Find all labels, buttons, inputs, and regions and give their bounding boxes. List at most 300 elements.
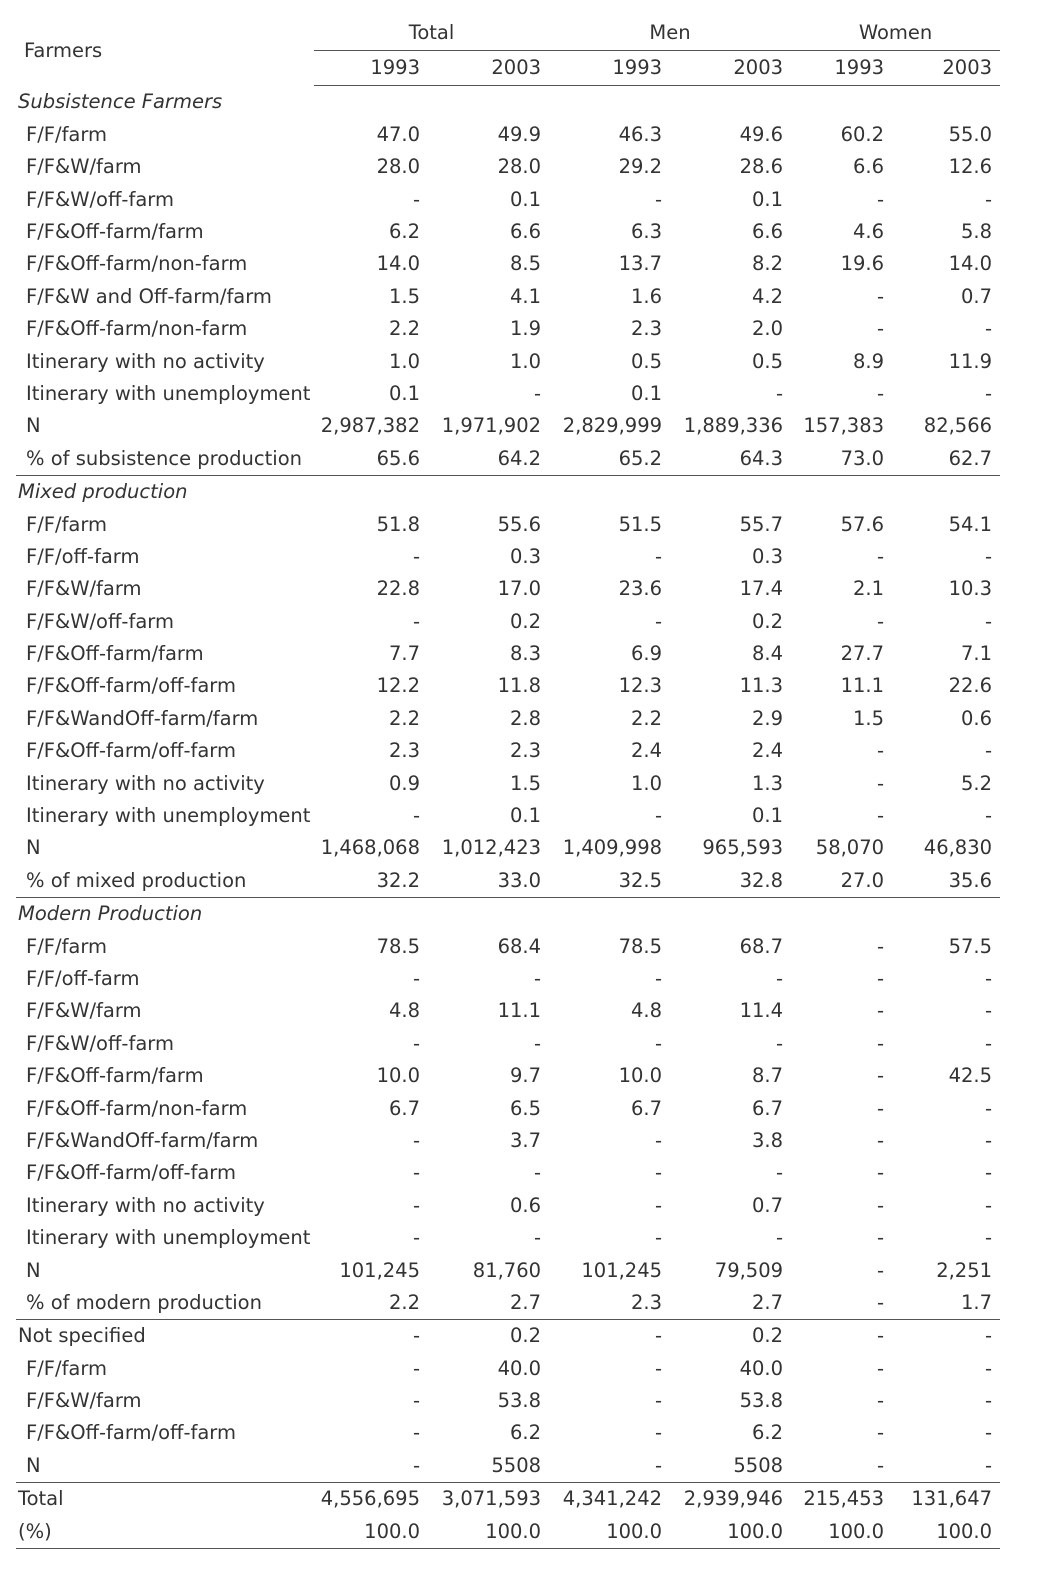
- table-cell: 46.3: [618, 122, 663, 146]
- table-row: [16, 1352, 1000, 1384]
- table-cell: 55.0: [948, 122, 993, 146]
- table-row: [16, 508, 1000, 540]
- table-cell: 2.1: [853, 577, 885, 601]
- header-year: 2003: [428, 51, 549, 86]
- table-cell: 0.1: [510, 804, 542, 828]
- row-label: F/F&W/farm: [26, 1389, 142, 1413]
- table-cell: [670, 897, 791, 930]
- table-cell: 100.0: [314, 1515, 428, 1548]
- table-cell: -: [654, 1453, 663, 1477]
- table-cell: 2.3: [388, 739, 420, 763]
- table-cell: 78.5: [376, 934, 420, 958]
- table-cell: 22.6: [948, 674, 993, 698]
- table-cell: 65.6: [376, 446, 420, 470]
- table-cell: 28.0: [497, 155, 542, 179]
- table-row: [16, 995, 1000, 1027]
- table-cell: -: [984, 1161, 993, 1185]
- table-cell: 7.7: [388, 642, 420, 666]
- table-cell: -: [791, 1319, 892, 1352]
- table-cell: 23.6: [618, 577, 663, 601]
- row-label: N: [26, 1453, 41, 1477]
- table-cell: 13.7: [618, 252, 663, 276]
- row-label: N: [26, 414, 41, 438]
- table-cell: -: [412, 804, 420, 828]
- table-cell: 2.2: [388, 706, 420, 730]
- table-cell: 6.2: [388, 220, 420, 243]
- table-cell: -: [876, 609, 885, 633]
- table-cell: -: [314, 1319, 428, 1352]
- table-cell: 81,760: [472, 1258, 542, 1282]
- table-cell: [892, 475, 1000, 508]
- table-cell: 6.6: [853, 155, 885, 179]
- row-label: F/F&WandOff-farm/farm: [26, 1128, 259, 1152]
- table-cell: -: [533, 381, 542, 405]
- table-cell: -: [412, 609, 420, 633]
- table-cell: 47.0: [376, 122, 420, 146]
- table-cell: 60.2: [840, 122, 885, 146]
- table-cell: -: [876, 804, 885, 828]
- table-cell: -: [984, 966, 993, 990]
- table-cell: 2.2: [388, 317, 420, 341]
- table-cell: -: [984, 1453, 993, 1477]
- row-label: F/F&Off-farm/non-farm: [26, 252, 248, 276]
- table-row: [16, 216, 1000, 248]
- table-row: [16, 963, 1000, 995]
- table-cell: 8.2: [752, 252, 784, 276]
- table-cell: 0.5: [631, 349, 663, 373]
- table-cell: 32.2: [376, 868, 420, 892]
- table-body: [16, 86, 1000, 1549]
- table-cell: 4.6: [853, 220, 885, 243]
- table-cell: -: [533, 966, 542, 990]
- table-cell: 42.5: [948, 1064, 993, 1088]
- table-cell: [314, 897, 428, 930]
- table-cell: 6.7: [752, 1096, 784, 1120]
- table-cell: [670, 86, 791, 119]
- table-cell: -: [775, 1226, 784, 1250]
- row-label: Itinerary with no activity: [26, 349, 265, 373]
- table-cell: 19.6: [840, 252, 885, 276]
- header-year: 1993: [549, 51, 670, 86]
- table-cell: 6.7: [631, 1096, 663, 1120]
- table-row: [16, 248, 1000, 280]
- table-cell: 33.0: [497, 868, 542, 892]
- row-label: F/F&Off-farm/farm: [26, 1064, 204, 1088]
- table-cell: 0.2: [752, 609, 784, 633]
- table-cell: 1.5: [510, 771, 542, 795]
- row-label: N: [26, 1258, 41, 1282]
- row-label: % of modern production: [26, 1290, 262, 1314]
- table-cell: [428, 897, 549, 930]
- section-label: Mixed production: [16, 475, 314, 508]
- table-cell: 51.5: [618, 512, 663, 536]
- table-row: [16, 1189, 1000, 1221]
- table-cell: 0.9: [388, 771, 420, 795]
- table-row: [16, 1254, 1000, 1286]
- table-cell: 0.1: [631, 381, 663, 405]
- table-cell: 32.5: [618, 868, 663, 892]
- table-cell: 0.6: [510, 1193, 542, 1217]
- table-cell: 0.2: [510, 609, 542, 633]
- table-row: [16, 1482, 1000, 1515]
- row-label: F/F&Off-farm/farm: [26, 220, 204, 243]
- table-cell: 2,939,946: [670, 1482, 791, 1515]
- table-cell: 6.2: [752, 1421, 784, 1445]
- table-cell: -: [533, 1161, 542, 1185]
- header-group-women: Women: [791, 16, 1000, 51]
- table-cell: 4.1: [510, 284, 542, 308]
- header-farmers: Farmers: [24, 39, 103, 62]
- table-cell: [549, 86, 670, 119]
- table-row: [16, 605, 1000, 637]
- row-label: F/F/off-farm: [26, 544, 140, 568]
- table-cell: 8.3: [510, 642, 542, 666]
- table-cell: 1.5: [853, 706, 885, 730]
- table-cell: -: [876, 739, 885, 763]
- table-cell: -: [775, 1031, 784, 1055]
- table-cell: 2,251: [936, 1258, 993, 1282]
- table-cell: 4.8: [388, 999, 420, 1023]
- table-cell: 1.7: [961, 1290, 993, 1314]
- table-cell: -: [984, 381, 993, 405]
- table-cell: -: [984, 1356, 993, 1380]
- table-cell: [670, 475, 791, 508]
- row-label: Itinerary with no activity: [26, 1193, 265, 1217]
- row-label: F/F/farm: [26, 934, 108, 958]
- table-cell: 0.1: [752, 804, 784, 828]
- table-cell: 5508: [733, 1453, 784, 1477]
- table-cell: 68.7: [739, 934, 784, 958]
- table-cell: -: [533, 1226, 542, 1250]
- header-group-men: Men: [549, 16, 791, 51]
- table-cell: 79,509: [714, 1258, 784, 1282]
- table-cell: -: [876, 1389, 885, 1413]
- table-cell: [428, 86, 549, 119]
- table-row: [16, 183, 1000, 215]
- table-row: [16, 832, 1000, 864]
- row-label: F/F&W/off-farm: [26, 187, 174, 211]
- table-cell: 100.0: [549, 1515, 670, 1548]
- table-cell: -: [984, 804, 993, 828]
- table-cell: 6.9: [631, 642, 663, 666]
- table-cell: 2.3: [510, 739, 542, 763]
- row-label: F/F&WandOff-farm/farm: [26, 706, 259, 730]
- table-cell: -: [654, 1421, 663, 1445]
- table-cell: -: [412, 1226, 420, 1250]
- table-cell: 8.5: [510, 252, 542, 276]
- table-cell: 12.3: [618, 674, 663, 698]
- table-cell: 28.0: [376, 155, 420, 179]
- table-cell: 7.1: [961, 642, 993, 666]
- table-cell: 65.2: [618, 446, 663, 470]
- table-cell: 2.0: [752, 317, 784, 341]
- table-cell: 0.3: [752, 544, 784, 568]
- table-cell: 11.9: [948, 349, 993, 373]
- table-row: [16, 1027, 1000, 1059]
- table-cell: 6.6: [752, 220, 784, 243]
- table-cell: 49.6: [739, 122, 784, 146]
- table-cell: 0.6: [961, 706, 993, 730]
- table-cell: -: [775, 381, 784, 405]
- table-cell: 11.8: [497, 674, 542, 698]
- table-cell: 2.9: [752, 706, 784, 730]
- table-cell: 49.9: [497, 122, 542, 146]
- table-cell: -: [654, 1161, 663, 1185]
- table-cell: [892, 86, 1000, 119]
- header-row-groups: [16, 16, 1000, 51]
- table-cell: 2.4: [752, 739, 784, 763]
- table-row: [16, 345, 1000, 377]
- table-cell: -: [876, 1128, 885, 1152]
- table-row: [16, 702, 1000, 734]
- table-cell: 1,409,998: [562, 836, 663, 860]
- table-cell: -: [984, 544, 993, 568]
- table-cell: 68.4: [497, 934, 542, 958]
- table-cell: -: [654, 544, 663, 568]
- row-label: F/F/off-farm: [26, 966, 140, 990]
- table-cell: 53.8: [497, 1389, 542, 1413]
- table-cell: 40.0: [739, 1356, 784, 1380]
- table-cell: 78.5: [618, 934, 663, 958]
- table-cell: 5508: [491, 1453, 542, 1477]
- row-label: F/F/farm: [26, 1356, 108, 1380]
- table-cell: 82,566: [923, 414, 993, 438]
- table-cell: 29.2: [618, 155, 663, 179]
- table-cell: [314, 475, 428, 508]
- table-cell: 5.8: [961, 220, 993, 243]
- table-cell: 57.6: [840, 512, 885, 536]
- table-cell: 157,383: [803, 414, 885, 438]
- table-row: [16, 800, 1000, 832]
- table-cell: -: [876, 1226, 885, 1250]
- row-label: % of mixed production: [26, 868, 247, 892]
- table-cell: 6.7: [388, 1096, 420, 1120]
- section-label: Subsistence Farmers: [18, 90, 223, 114]
- header-year: 1993: [791, 51, 892, 86]
- table-cell: -: [654, 1128, 663, 1152]
- table-row: [16, 410, 1000, 442]
- row-label: N: [26, 836, 41, 860]
- table-cell: -: [654, 1031, 663, 1055]
- table-cell: -: [984, 1096, 993, 1120]
- row-label: Itinerary with no activity: [26, 771, 265, 795]
- table-row: [16, 1385, 1000, 1417]
- table-row: [16, 540, 1000, 572]
- table-cell: 2.7: [752, 1290, 784, 1314]
- table-cell: 0.1: [510, 187, 542, 211]
- table-row: [16, 864, 1000, 897]
- table-cell: -: [654, 804, 663, 828]
- table-cell: 46,830: [923, 836, 993, 860]
- table-cell: -: [876, 1031, 885, 1055]
- table-row: [16, 280, 1000, 312]
- table-cell: -: [984, 1421, 993, 1445]
- table-cell: 40.0: [497, 1356, 542, 1380]
- table-cell: 100.0: [428, 1515, 549, 1548]
- row-label: F/F&Off-farm/off-farm: [26, 1421, 236, 1445]
- section-label: Modern Production: [16, 897, 314, 930]
- header-year: 2003: [670, 51, 791, 86]
- table-cell: -: [775, 1161, 784, 1185]
- table-cell: 4,556,695: [314, 1482, 428, 1515]
- table-cell: 64.3: [739, 446, 784, 470]
- table-cell: -: [984, 317, 993, 341]
- table-cell: 12.2: [376, 674, 420, 698]
- table-cell: -: [876, 999, 885, 1023]
- table-cell: 1.0: [510, 349, 542, 373]
- table-cell: -: [876, 1258, 885, 1282]
- table-row: [16, 1286, 1000, 1319]
- table-cell: 55.7: [739, 512, 784, 536]
- table-cell: 27.7: [840, 642, 885, 666]
- table-cell: 6.3: [631, 220, 663, 243]
- table-row: [16, 573, 1000, 605]
- table-cell: 54.1: [948, 512, 993, 536]
- table-cell: -: [984, 1389, 993, 1413]
- table-cell: 11.1: [840, 674, 885, 698]
- table-cell: 0.1: [388, 381, 420, 405]
- table-cell: -: [549, 1319, 670, 1352]
- table-cell: -: [533, 1031, 542, 1055]
- table-cell: -: [876, 284, 885, 308]
- table-cell: -: [876, 381, 885, 405]
- table-cell: 4.8: [631, 999, 663, 1023]
- table-cell: 100.0: [791, 1515, 892, 1548]
- table-cell: 101,245: [581, 1258, 663, 1282]
- table-cell: 2.7: [510, 1290, 542, 1314]
- table-cell: 10.0: [618, 1064, 663, 1088]
- table-cell: 6.2: [510, 1421, 542, 1445]
- table-cell: -: [654, 187, 663, 211]
- table-cell: 11.1: [497, 999, 542, 1023]
- header-year: 2003: [892, 51, 1000, 86]
- table-cell: [791, 86, 892, 119]
- table-cell: 12.6: [948, 155, 993, 179]
- table-cell: -: [654, 1356, 663, 1380]
- table-cell: 14.0: [376, 252, 420, 276]
- table-cell: [428, 475, 549, 508]
- table-row: [16, 1515, 1000, 1548]
- table-cell: -: [876, 317, 885, 341]
- table-cell: -: [412, 1193, 420, 1217]
- row-label: F/F&Off-farm/off-farm: [26, 674, 236, 698]
- table-cell: -: [412, 1389, 420, 1413]
- table-cell: 1.9: [510, 317, 542, 341]
- table-cell: 32.8: [739, 868, 784, 892]
- table-cell: 17.0: [497, 577, 542, 601]
- table-cell: 28.6: [739, 155, 784, 179]
- table-row: [16, 151, 1000, 183]
- table-cell: 3.7: [510, 1128, 542, 1152]
- table-cell: 10.3: [948, 577, 993, 601]
- table-cell: 2.2: [388, 1290, 420, 1314]
- table-row: [16, 735, 1000, 767]
- table-cell: 2,987,382: [320, 414, 420, 438]
- table-cell: -: [876, 1290, 885, 1314]
- table-cell: -: [876, 1161, 885, 1185]
- table-cell: 215,453: [791, 1482, 892, 1515]
- table-cell: 101,245: [339, 1258, 420, 1282]
- table-cell: 965,593: [702, 836, 784, 860]
- table-row: [16, 1417, 1000, 1449]
- table-row: [16, 1092, 1000, 1124]
- table-cell: 3,071,593: [428, 1482, 549, 1515]
- table-cell: -: [984, 739, 993, 763]
- table-cell: [892, 897, 1000, 930]
- table-cell: 3.8: [752, 1128, 784, 1152]
- table-cell: 1.6: [631, 284, 663, 308]
- table-cell: 11.3: [739, 674, 784, 698]
- table-cell: [549, 475, 670, 508]
- table-cell: 6.6: [510, 220, 542, 243]
- row-label: F/F&W/off-farm: [26, 609, 174, 633]
- table-cell: -: [876, 1096, 885, 1120]
- row-label: F/F&W/farm: [26, 577, 142, 601]
- table-cell: 10.0: [376, 1064, 420, 1088]
- table-cell: 0.2: [428, 1319, 549, 1352]
- table-cell: -: [412, 1453, 420, 1477]
- table-cell: -: [775, 966, 784, 990]
- row-label: F/F&Off-farm/off-farm: [26, 1161, 236, 1185]
- table-cell: 100.0: [892, 1515, 1000, 1548]
- table-row: [16, 638, 1000, 670]
- row-label: F/F/farm: [26, 512, 108, 536]
- row-label: Itinerary with unemployment: [26, 804, 311, 828]
- table-row: [16, 1222, 1000, 1254]
- table-row: [16, 1449, 1000, 1482]
- table-cell: 6.5: [510, 1096, 542, 1120]
- table-cell: 1,971,902: [441, 414, 542, 438]
- table-cell: -: [412, 544, 420, 568]
- table-cell: 2.3: [631, 1290, 663, 1314]
- row-label: Not specified: [16, 1319, 314, 1352]
- table-row: [16, 670, 1000, 702]
- section-header-row: [16, 86, 1000, 119]
- table-cell: -: [654, 1193, 663, 1217]
- table-cell: 4.2: [752, 284, 784, 308]
- table-cell: 100.0: [670, 1515, 791, 1548]
- table-cell: -: [412, 1356, 420, 1380]
- table-row: [16, 1319, 1000, 1352]
- table-cell: -: [654, 1226, 663, 1250]
- table-cell: 73.0: [840, 446, 885, 470]
- table-cell: 2.2: [631, 706, 663, 730]
- table-cell: 64.2: [497, 446, 542, 470]
- table-cell: 0.7: [752, 1193, 784, 1217]
- table-cell: -: [876, 771, 885, 795]
- table-cell: 1.3: [752, 771, 784, 795]
- table-cell: 14.0: [948, 252, 993, 276]
- table-row: [16, 313, 1000, 345]
- row-label: F/F&W/farm: [26, 999, 142, 1023]
- table-cell: [549, 897, 670, 930]
- row-label: % of subsistence production: [26, 446, 302, 470]
- table-cell: 17.4: [739, 577, 784, 601]
- section-header-row: [16, 897, 1000, 930]
- row-label: F/F&W/off-farm: [26, 1031, 174, 1055]
- table-cell: 9.7: [510, 1064, 542, 1088]
- table-cell: -: [984, 1226, 993, 1250]
- row-label: Itinerary with unemployment: [26, 1226, 311, 1250]
- table-cell: -: [984, 1193, 993, 1217]
- table-cell: 51.8: [376, 512, 420, 536]
- table-cell: -: [412, 1161, 420, 1185]
- table-row: [16, 118, 1000, 150]
- table-cell: 0.2: [670, 1319, 791, 1352]
- table-row: [16, 442, 1000, 475]
- table-cell: 0.3: [510, 544, 542, 568]
- table-cell: -: [412, 1421, 420, 1445]
